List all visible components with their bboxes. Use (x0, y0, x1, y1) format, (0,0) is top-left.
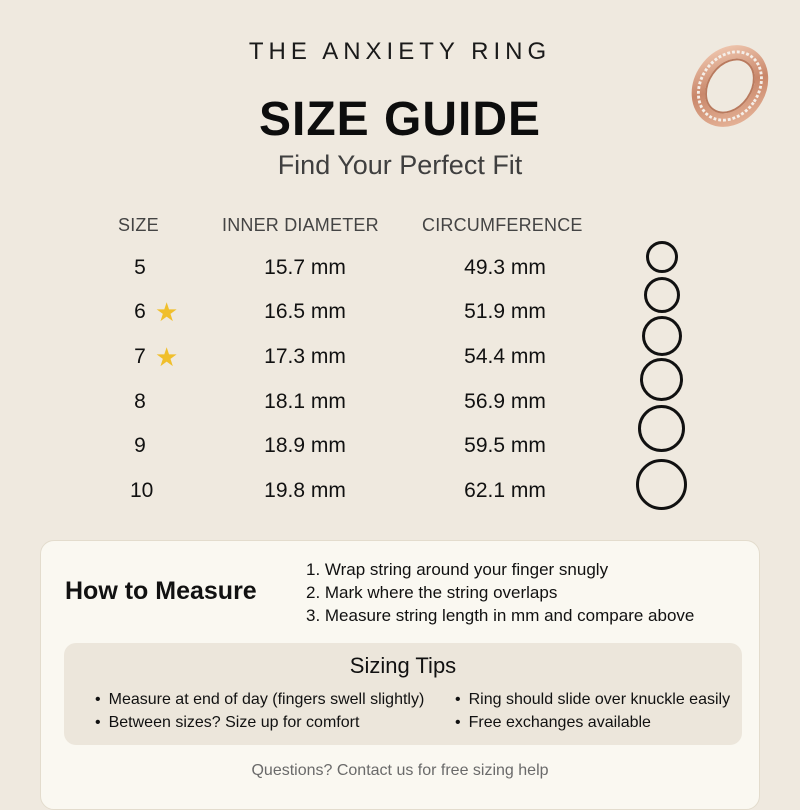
measure-step: 3. Measure string length in mm and compare above (306, 606, 695, 625)
sizing-tip: • Ring should slide over knuckle easily (455, 691, 730, 709)
column-header-circumference: CIRCUMFERENCE (422, 215, 583, 235)
size-value: 5 (134, 256, 146, 279)
size-circle-icon (646, 241, 678, 273)
sizing-tip: • Between sizes? Size up for comfort (95, 714, 359, 732)
measure-step: 1. Wrap string around your finger snugly (306, 560, 609, 579)
diameter-value: 19.8 mm (264, 479, 346, 502)
column-header-inner-diameter: INNER DIAMETER (222, 215, 379, 235)
page-title: SIZE GUIDE (258, 93, 542, 146)
table-row (0, 256, 800, 296)
page-subtitle: Find Your Perfect Fit (277, 150, 523, 180)
how-to-measure-title: How to Measure (65, 577, 257, 605)
diameter-value: 15.7 mm (264, 256, 346, 279)
circumference-value: 56.9 mm (464, 390, 546, 413)
size-circle-icon (636, 459, 687, 510)
circumference-value: 62.1 mm (464, 479, 546, 502)
circumference-value: 49.3 mm (464, 256, 546, 279)
size-circle-icon (644, 277, 680, 313)
size-value: 8 (134, 390, 146, 413)
size-circle-icon (638, 405, 685, 452)
size-value: 7 (134, 345, 146, 368)
contact-footer: Questions? Contact us for free sizing help (251, 762, 549, 779)
sizing-tips-title: Sizing Tips (349, 653, 457, 678)
brand-name: THE ANXIETY RING (248, 38, 552, 65)
circumference-value: 51.9 mm (464, 300, 546, 323)
size-value: 10 (130, 479, 154, 502)
measure-step: 2. Mark where the string overlaps (306, 583, 558, 602)
diameter-value: 18.9 mm (264, 434, 346, 457)
size-circle-icon (642, 316, 682, 356)
size-circle-icon (640, 358, 683, 401)
circumference-value: 54.4 mm (464, 345, 546, 368)
sizing-tip: • Free exchanges available (455, 714, 651, 732)
diameter-value: 17.3 mm (264, 345, 346, 368)
star-icon: ★ (155, 342, 179, 372)
ring-product-image (680, 38, 776, 134)
size-value: 6 (134, 300, 146, 323)
circumference-value: 59.5 mm (464, 434, 546, 457)
size-value: 9 (134, 434, 146, 457)
diameter-value: 18.1 mm (264, 390, 346, 413)
diameter-value: 16.5 mm (264, 300, 346, 323)
star-icon: ★ (155, 297, 179, 327)
sizing-tip: • Measure at end of day (fingers swell slightly) (95, 691, 424, 709)
column-header-size: SIZE (118, 215, 159, 235)
measure-steps-list (306, 558, 694, 627)
